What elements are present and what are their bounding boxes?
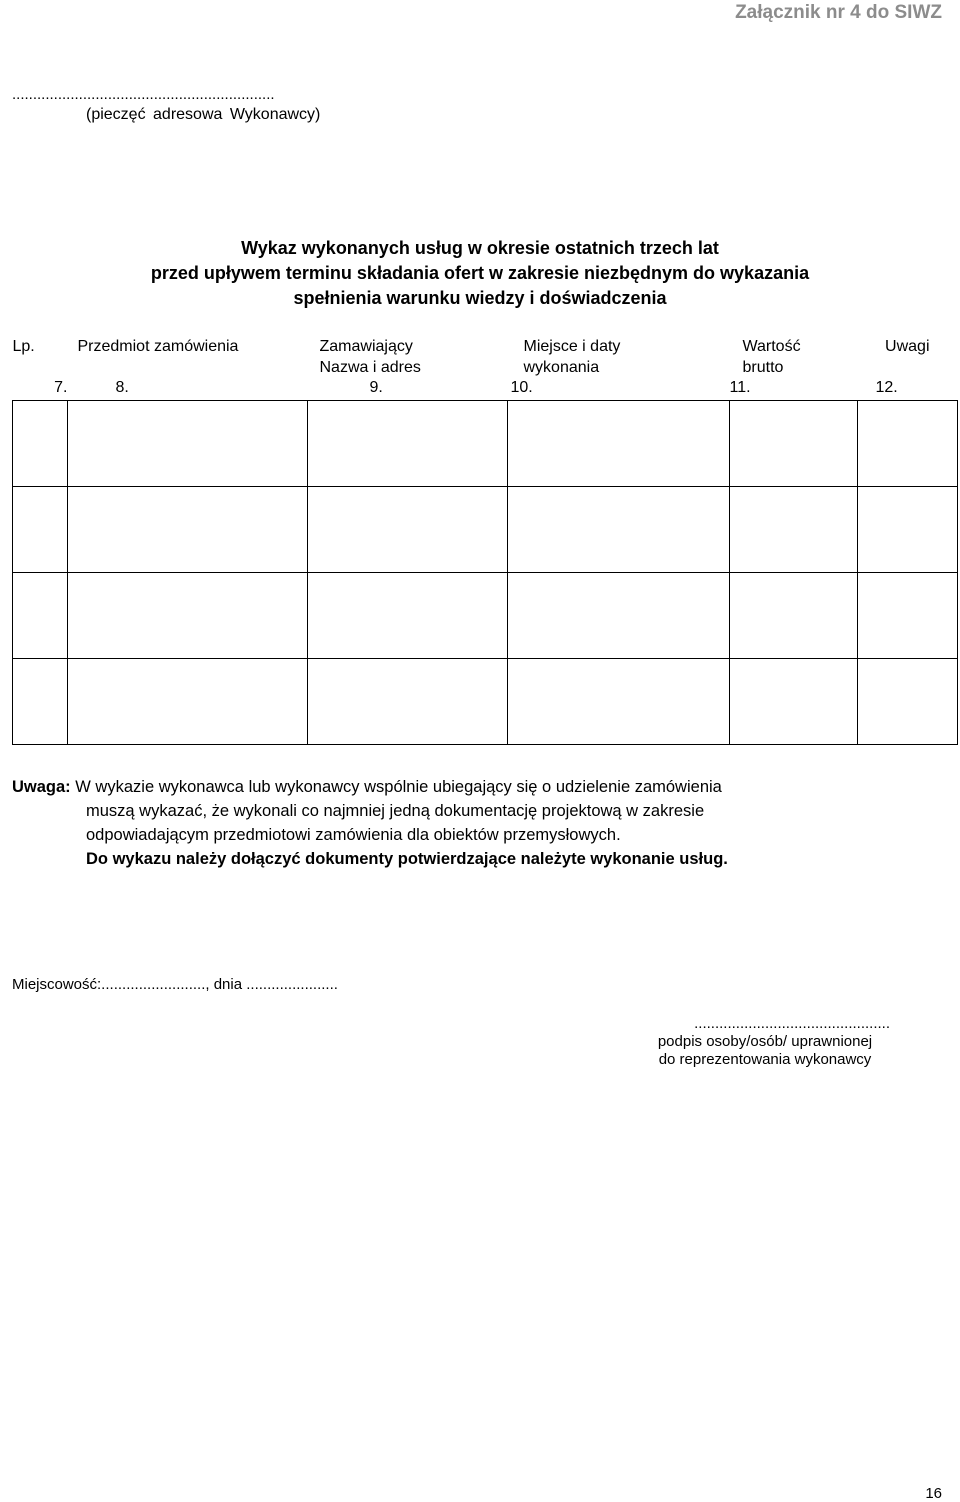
title-line-3: spełnienia warunku wiedzy i doświadczenia: [293, 288, 667, 308]
table-cell[interactable]: [68, 572, 308, 658]
services-table: [12, 336, 958, 745]
table-row: [13, 400, 958, 486]
table-cell[interactable]: [858, 486, 958, 572]
table-cell[interactable]: [508, 486, 730, 572]
table-cell[interactable]: [308, 486, 508, 572]
table-cell[interactable]: [13, 486, 68, 572]
title-line-1: Wykaz wykonanych usług w okresie ostatnich trzech lat: [241, 238, 719, 258]
signature-line-1: podpis osoby/osób/ uprawnionej: [657, 1033, 873, 1050]
header-remarks: Uwagi: [885, 338, 930, 355]
table-cell[interactable]: [858, 658, 958, 744]
table-cell[interactable]: [730, 658, 858, 744]
page-number: 16: [925, 1485, 942, 1502]
signature-line-2: do reprezentowania wykonawcy: [658, 1051, 872, 1068]
header-client: Zamawiający Nazwa i adres: [319, 338, 421, 376]
header-subject: Przedmiot zamówienia: [77, 338, 239, 355]
table-cell[interactable]: [13, 400, 68, 486]
place-date-line: Miejscowość:........................., dnia ......................: [12, 976, 338, 993]
table-cell[interactable]: [730, 572, 858, 658]
header-value: Wartość brutto: [742, 338, 801, 376]
stamp-dotted-line: ...............................................................: [12, 86, 275, 103]
header-lp: Lp.: [12, 338, 35, 355]
table-cell[interactable]: [68, 400, 308, 486]
table-row: [13, 486, 958, 572]
table-cell[interactable]: [508, 572, 730, 658]
table-cell[interactable]: [308, 400, 508, 486]
table-cell[interactable]: [13, 572, 68, 658]
table-row: [13, 572, 958, 658]
table-cell[interactable]: [858, 572, 958, 658]
signature-dotted-line: ...............................................: [694, 1015, 890, 1032]
signature-block: [640, 1015, 890, 1069]
note-block: [12, 775, 944, 871]
table-number-row: [13, 378, 958, 400]
document-title: [0, 236, 960, 311]
annex-label: Załącznik nr 4 do SIWZ: [735, 2, 942, 23]
col-number-10: 10.: [508, 378, 730, 400]
table-cell[interactable]: [308, 658, 508, 744]
col-number-8: 8.: [68, 378, 308, 400]
col-number-9: 9.: [308, 378, 508, 400]
table-cell[interactable]: [508, 400, 730, 486]
col-number-7: 7.: [13, 378, 68, 400]
note-line-1: W wykazie wykonawca lub wykonawcy wspólnie ubiegający się o udzielenie zamówienia: [70, 778, 722, 796]
col-number-11: 11.: [730, 378, 858, 400]
note-line-3: odpowiadającym przedmiotowi zamówienia dla obiektów przemysłowych.: [86, 826, 621, 844]
note-lead: Uwaga:: [12, 778, 71, 796]
table-cell[interactable]: [730, 400, 858, 486]
table-cell[interactable]: [508, 658, 730, 744]
table-cell[interactable]: [308, 572, 508, 658]
table-header-row: [13, 336, 958, 378]
note-line-2: muszą wykazać, że wykonali co najmniej jedną dokumentację projektową w zakresie: [86, 802, 705, 820]
table-row: [13, 658, 958, 744]
table-cell[interactable]: [730, 486, 858, 572]
title-line-2: przed upływem terminu składania ofert w zakresie niezbędnym do wykazania: [150, 263, 810, 283]
table-cell[interactable]: [68, 658, 308, 744]
header-place-dates: Miejsce i daty wykonania: [523, 338, 621, 376]
table-cell[interactable]: [13, 658, 68, 744]
col-number-12: 12.: [858, 378, 958, 400]
stamp-label: (pieczęć adresowa Wykonawcy): [86, 106, 321, 123]
note-line-4: Do wykazu należy dołączyć dokumenty potwierdzające należyte wykonanie usług.: [86, 850, 728, 868]
table-cell[interactable]: [68, 486, 308, 572]
table-cell[interactable]: [858, 400, 958, 486]
note-first-line: [12, 775, 944, 799]
